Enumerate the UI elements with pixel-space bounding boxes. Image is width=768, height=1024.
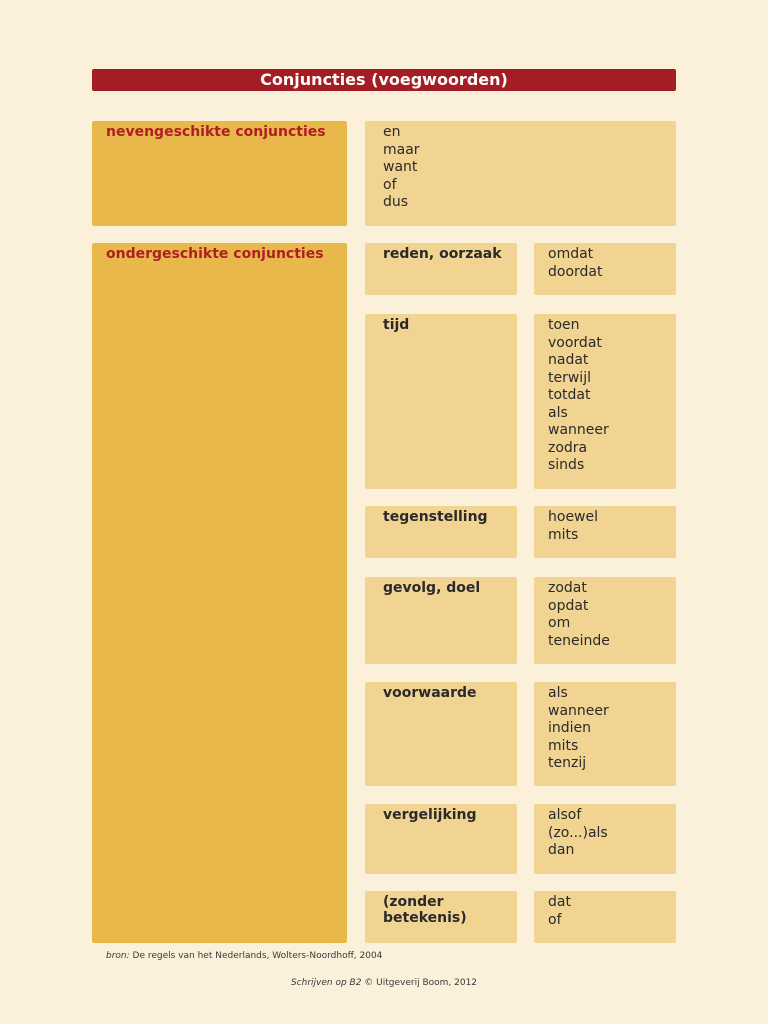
word: mits [548,737,579,754]
group-label-box [365,577,517,664]
group-label: tegenstelling [383,509,488,525]
word: als [548,685,568,701]
coordinating-word-list [383,124,420,212]
group-word-list [548,685,609,773]
source-note [106,951,382,961]
word: dan [548,842,575,858]
coordinating-label: nevengeschikte conjuncties [106,124,326,140]
word: alsof [548,807,582,823]
word: wanneer [548,422,609,438]
word: (zo...)als [548,824,608,841]
word: dat [548,894,571,910]
word: wanneer [548,702,609,719]
coordinating-words-box [365,121,676,226]
group-words-box [534,243,676,295]
subordinating-category-box [92,243,347,943]
word: als [548,404,568,421]
group-label: vergelijking [383,807,477,823]
word: voordat [548,334,602,351]
word: sinds [548,457,585,473]
group-label-box [365,804,517,874]
word: en [383,124,401,140]
footer-book-title: Schrijven op B2 [290,978,362,988]
group-label: tijd [383,317,410,333]
group-label-box [365,314,517,489]
group-word-list [548,894,571,929]
group-label-box [365,243,517,295]
group-label-box [365,506,517,558]
group-words-box [534,314,676,489]
word: nadat [548,352,589,368]
word: zodra [548,439,588,456]
word: omdat [548,246,594,262]
word: of [548,911,562,928]
group-label: voorwaarde [383,685,477,701]
word: mits [548,526,579,543]
group-label: reden, oorzaak [383,246,502,262]
group-word-list [548,317,609,475]
group-words-box [534,682,676,786]
word: hoewel [548,509,599,525]
source-text: De regels van het Nederlands, Wolters-Noordhoff, 2004 [129,951,383,961]
group-word-list [548,807,608,860]
word: tenzij [548,755,587,771]
coordinating-category-box [92,121,347,226]
word: indien [548,720,592,736]
group-label-box [365,682,517,786]
word: opdat [548,597,589,614]
page-footer [0,978,768,988]
group-label-box [365,891,517,943]
word: want [383,159,418,175]
group-word-list [548,509,598,544]
word: terwijl [548,369,591,386]
word: zodat [548,580,587,596]
word: doordat [548,263,603,280]
word: dus [383,194,409,210]
group-word-list [548,246,602,281]
group-words-box [534,891,676,943]
group-label: (zonder betekenis) [383,894,467,926]
group-words-box [534,506,676,558]
group-label: gevolg, doel [383,580,481,596]
page-title: Conjuncties (voegwoorden) [92,69,676,91]
subordinating-label: ondergeschikte conjuncties [106,246,324,262]
word: maar [383,141,420,158]
word: om [548,615,571,631]
word: toen [548,317,580,333]
word: teneinde [548,632,610,649]
group-words-box [534,804,676,874]
word: of [383,176,397,193]
group-word-list [548,580,610,650]
footer-copyright: © Uitgeverij Boom, 2012 [361,978,478,988]
group-words-box [534,577,676,664]
word: totdat [548,387,591,403]
source-prefix: bron: [106,951,130,961]
